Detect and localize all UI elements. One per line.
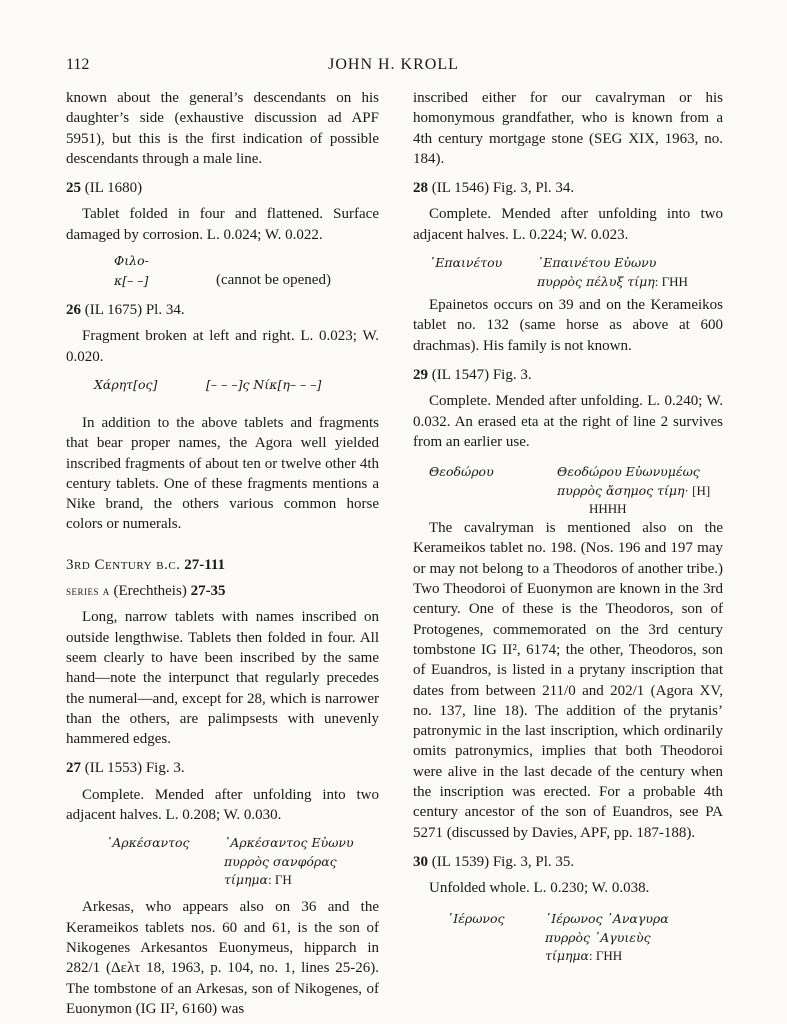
inscription-right-line: πυρρὸς ᾿Αγυιεὺς xyxy=(545,929,651,945)
entry-29-heading: 29 (IL 1547) Fig. 3. xyxy=(413,366,532,383)
entry-29-inscription xyxy=(413,452,723,518)
inscription-right-line: ᾿Αρκέσαντος Εὐωνυ xyxy=(224,835,354,851)
entry-25-inscription xyxy=(66,245,379,291)
entry-28-inscription xyxy=(413,245,723,295)
inscription-right-line: τίμημα: ΓΗ xyxy=(224,872,292,888)
inscription-right-line: πυρρὸς πέλυξ τίμη: ΓΗΗ xyxy=(537,274,688,290)
paragraph-addition: In addition to the above tablets and fragments that bear proper names, the Agora well yielded inscribed fragments of about ten or twelve other 4th century tablets. One of these fragments mentions a Nike brand, the others various common horse colors or numerals. xyxy=(66,414,379,533)
entry-number: 25 xyxy=(66,180,81,197)
paragraph-theodoros: The cavalryman is mentioned also on the Kerameikos tablet no. 198. (Nos. 196 and 197 may or may not belong to a Theodoros of another tribe.) Two Theodoroi of Euonymon are known in the 3rd century. One of these is the Theodoros, son of Protogenes, commemorated on the 3rd century tombstone IG II², 6174; the other, Theodoros, son of Euandros, is listed in a prytany inscription that dates from between 211/0 and 202/1 (Agora XV, no. 137, line 18). The addition of the prytanis’ patronymic in the last inscription, which ordinarily omits patronymics, implies that both Theodoroi were alive in the last decade of the century when the inscription was erected. For a probable 4th century ancestor of the son of Euandros, see PA 5271 (discussed by Davies, APF, pp. 187-188). xyxy=(413,520,723,841)
running-title: JOHN H. KROLL xyxy=(328,56,459,73)
series-heading: series a (Erechtheis) 27-35 xyxy=(66,583,226,600)
entry-30-inscription xyxy=(413,899,723,965)
paragraph-series: Long, narrow tablets with names inscribed on outside lengthwise. Tablets then folded in four. All seem clearly to have been inscribed by the same hand—note the interpunct that regularly precedes the numeral—and, except for 28, which is narrower than the others, are palimpsests with unevenly hammered edges. xyxy=(66,609,379,748)
entry-27-description: Complete. Mended after unfolding into two adjacent halves. L. 0.208; W. 0.030. xyxy=(66,786,379,824)
entry-30-heading: 30 (IL 1539) Fig. 3, Pl. 35. xyxy=(413,853,575,870)
inscription-left: Χάρητ[ος] xyxy=(94,376,158,392)
entry-27-inscription xyxy=(66,825,379,891)
paragraph-epainetos: Epainetos occurs on 39 and on the Kerameikos tablet no. 132 (same horse as above at 600 drachmas). His family is not known. xyxy=(413,297,723,354)
inscription-right-line: πυρρὸς ἄσημος τίμη· [Η] xyxy=(557,483,711,499)
entry-26-inscription xyxy=(66,367,379,407)
inscription-right-line: ΗΗΗΗ xyxy=(589,501,627,517)
entry-27-heading: 27 (IL 1553) Fig. 3. xyxy=(66,760,185,777)
inscription-line: κ[– –] xyxy=(114,273,149,289)
inscription-left: ῾Ιέρωνος xyxy=(447,910,505,926)
inscription-line: Φιλο- xyxy=(114,253,149,269)
entry-25-heading: 25 (IL 1680) xyxy=(66,180,143,197)
inscription-right: [– – –]ς Νίκ[η– – –] xyxy=(206,376,322,392)
inscription-right-line: πυρρὸς σανφόρας xyxy=(224,854,337,870)
inscription-right-line: ῾Ιέρωνος ᾿Αναγυρα xyxy=(545,910,669,926)
paragraph-continuation: inscribed either for our cavalryman or his homonymous grandfather, who is known from a 4th century mortgage stone (SEG XIX, 1963, no. 184). xyxy=(413,90,723,167)
entry-29-description: Complete. Mended after unfolding. L. 0.240; W. 0.032. An erased eta at the right of line 2 survives from an earlier use. xyxy=(413,393,723,450)
page-number: 112 xyxy=(66,56,90,73)
paragraph-intro: known about the general’s descendants on his daughter’s side (exhaustive discussion ad APF 5951), but this is the first indication of possible descendants through a male line. xyxy=(66,90,379,167)
paragraph-arkesas: Arkesas, who appears also on 36 and the Kerameikos tablets nos. 60 and 61, is the son of Nikogenes Arkesantos Euonymeus, hipparch in 282/1 (Δελτ 18, 1963, p. 104, no. 1, lines 25-26). The tombstone of an Arkesas, son of Nikogenes, of Euonymon (IG II², 6160) was xyxy=(66,899,379,1017)
inscription-left: ᾿Επαινέτου xyxy=(429,255,503,271)
inscription-right-line: ᾿Επαινέτου Εὐωνυ xyxy=(537,255,657,271)
entry-28-heading: 28 (IL 1546) Fig. 3, Pl. 34. xyxy=(413,180,575,197)
entry-26-description: Fragment broken at left and right. L. 0.023; W. 0.020. xyxy=(66,328,379,365)
inscription-left: Θεοδώρου xyxy=(429,464,494,480)
inscription-right-line: Θεοδώρου Εὐωνυμέως xyxy=(557,464,700,480)
inscription-left: ᾿Αρκέσαντος xyxy=(106,835,190,851)
inscription-note: (cannot be opened) xyxy=(216,272,331,289)
page-header xyxy=(0,56,787,78)
inscription-right-line: τίμημα: ΓΗΗ xyxy=(545,947,623,963)
entry-26-heading: 26 (IL 1675) Pl. 34. xyxy=(66,302,185,319)
left-column xyxy=(66,88,379,1019)
entry-30-description: Unfolded whole. L. 0.230; W. 0.038. xyxy=(429,880,650,897)
entry-25-description: Tablet folded in four and flattened. Surface damaged by corrosion. L. 0.024; W. 0.022. xyxy=(66,206,379,243)
section-heading: 3rd Century b.c. 27-111 xyxy=(66,556,226,573)
right-column xyxy=(413,88,723,965)
entry-28-description: Complete. Mended after unfolding into two adjacent halves. L. 0.224; W. 0.023. xyxy=(413,206,723,243)
